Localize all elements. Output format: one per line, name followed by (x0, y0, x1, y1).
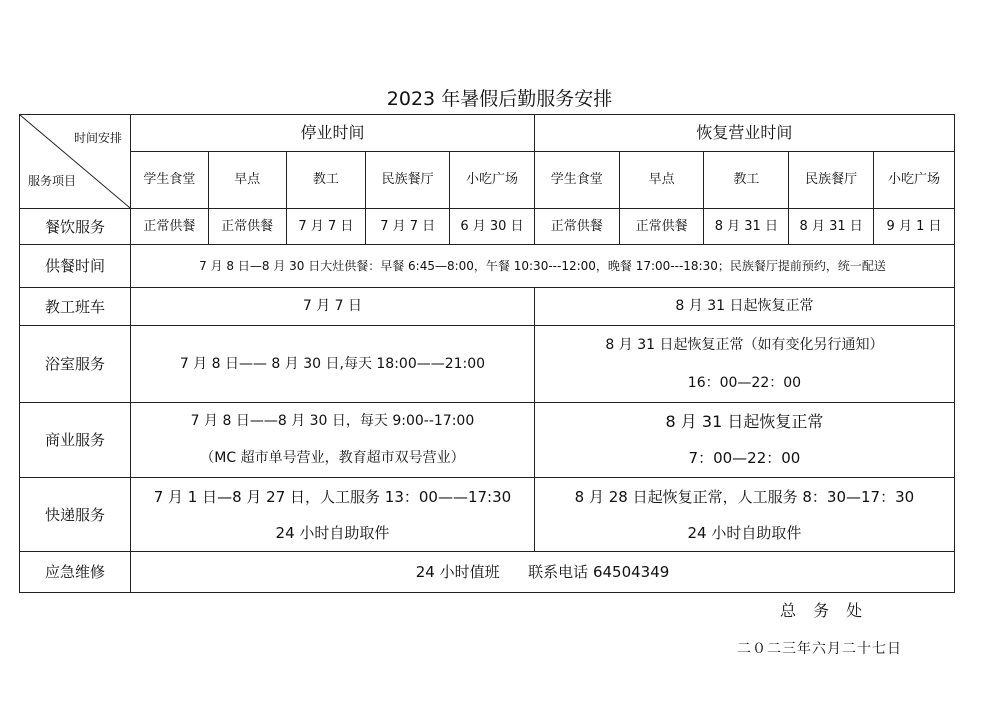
table-row-bus (20, 288, 955, 326)
venue-header: 教工 (286, 152, 366, 209)
table-cell: 8 月 31 日起恢复正常 (534, 288, 954, 326)
table-row-bath (20, 326, 955, 403)
table-cell: 正常供餐 (619, 209, 704, 245)
header-service-item: 服务项目 (28, 173, 77, 188)
cell-line: 8 月 31 日起恢复正常（如有变化另行通知） (605, 337, 884, 353)
table-cell: 7 月 7 日 (131, 288, 535, 326)
signature-date: 二０二三年六月二十七日 (737, 641, 902, 657)
diagonal-header-cell (20, 115, 131, 209)
venue-header: 学生食堂 (131, 152, 209, 209)
row-label: 供餐时间 (20, 245, 131, 288)
table-cell (131, 478, 535, 552)
table-cell: 9 月 1 日 (874, 209, 955, 245)
cell-line: 16：00—22：00 (687, 375, 802, 391)
schedule-table (19, 114, 955, 593)
table-cell: 7 月 8 日—8 月 30 日大灶供餐：早餐 6:45—8:00，午餐 10:30---12:00，晚餐 17:00---18:30；民族餐厅提前预约，统一配送 (131, 245, 955, 288)
row-label: 浴室服务 (20, 326, 131, 403)
table-cell: 7 月 7 日 (286, 209, 366, 245)
header-closed-time: 停业时间 (131, 115, 535, 152)
cell-line: 8 月 31 日起恢复正常 (665, 412, 824, 431)
venue-header: 早点 (619, 152, 704, 209)
row-label: 快递服务 (20, 478, 131, 552)
venue-header: 小吃广场 (450, 152, 535, 209)
table-cell: 正常供餐 (534, 209, 619, 245)
row-label: 应急维修 (20, 552, 131, 593)
table-cell: 8 月 31 日 (789, 209, 874, 245)
table-row-commerce (20, 403, 955, 478)
cell-line: 7 月 8 日——8 月 30 日，每天 9:00--17:00 (190, 413, 475, 429)
venue-header: 民族餐厅 (366, 152, 450, 209)
table-cell: 7 月 7 日 (366, 209, 450, 245)
cell-line: 24 小时自助取件 (687, 523, 802, 542)
cell-line: 24 小时自助取件 (275, 523, 390, 542)
table-cell: 7 月 8 日—— 8 月 30 日,每天 18:00——21:00 (131, 326, 535, 403)
table-cell: 24 小时值班 联系电话 64504349 (131, 552, 955, 593)
header-time-arrangement: 时间安排 (74, 131, 123, 145)
table-cell: 8 月 31 日 (704, 209, 789, 245)
row-label: 商业服务 (20, 403, 131, 478)
venue-header: 小吃广场 (874, 152, 955, 209)
venue-header: 学生食堂 (534, 152, 619, 209)
row-label: 餐饮服务 (20, 209, 131, 245)
table-cell: 正常供餐 (208, 209, 286, 245)
table-cell (131, 403, 535, 478)
table-cell: 正常供餐 (131, 209, 209, 245)
venue-header: 早点 (208, 152, 286, 209)
row-label: 教工班车 (20, 288, 131, 326)
cell-line: （MC 超市单号营业，教育超市双号营业） (200, 450, 465, 466)
cell-line: 7 月 1 日—8 月 27 日，人工服务 13：00——17:30 (153, 487, 512, 506)
signature-office: 总 务 处 (780, 601, 869, 620)
table-cell: 6 月 30 日 (450, 209, 535, 245)
cell-line: 8 月 28 日起恢复正常，人工服务 8：30—17：30 (574, 487, 915, 506)
table-cell (534, 478, 954, 552)
table-row-repair (20, 552, 955, 593)
cell-line: 7：00—22：00 (688, 449, 801, 467)
diagonal-line (20, 115, 130, 208)
table-row-meal-time (20, 245, 955, 288)
venue-header: 民族餐厅 (789, 152, 874, 209)
table-row-express (20, 478, 955, 552)
table-row-catering (20, 209, 955, 245)
header-resume-time: 恢复营业时间 (534, 115, 954, 152)
table-cell (534, 326, 954, 403)
table-cell (534, 403, 954, 478)
document-title: 2023 年暑假后勤服务安排 (386, 88, 613, 110)
venue-header: 教工 (704, 152, 789, 209)
